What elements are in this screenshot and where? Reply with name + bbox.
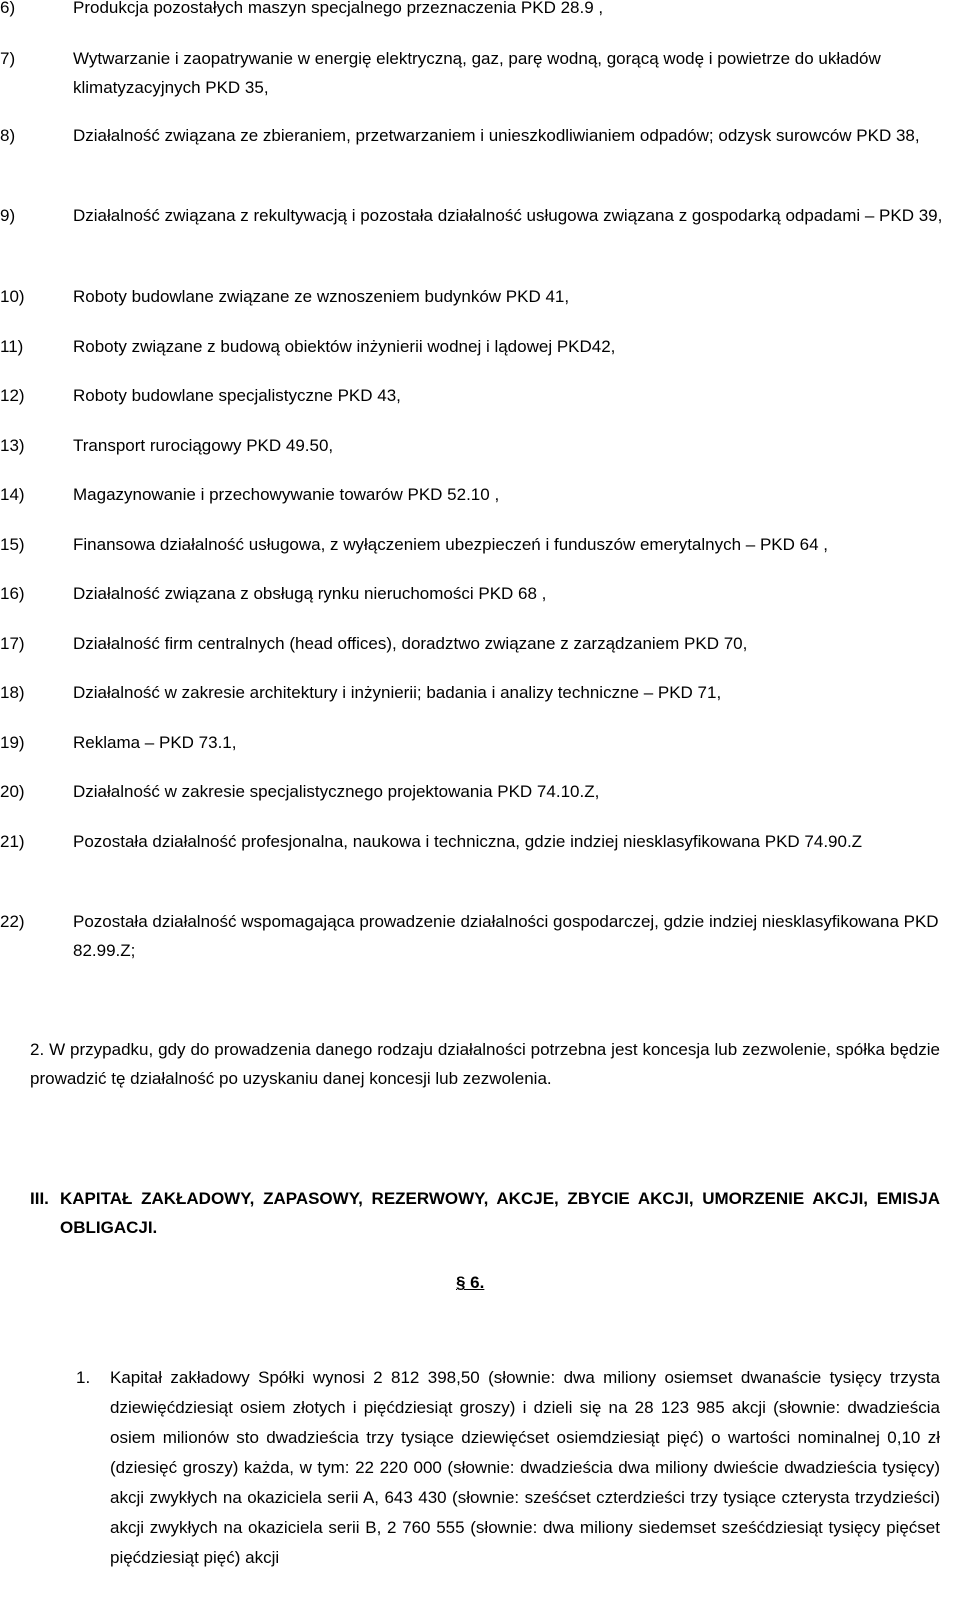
list-item-text: Finansowa działalność usługowa, z wyłączeniem ubezpieczeń i funduszów emerytalnych – PKD 64 , <box>73 535 828 554</box>
list-item-text: Roboty budowlane specjalistyczne PKD 43, <box>73 386 401 405</box>
list-item-text: Transport rurociągowy PKD 49.50, <box>73 436 334 455</box>
list-item-number: 12) <box>0 386 25 405</box>
list-item-text: Pozostała działalność profesjonalna, naukowa i techniczna, gdzie indziej niesklasyfikowana PKD 74.90.Z <box>73 832 863 851</box>
list-item-number: 17) <box>0 634 25 653</box>
list-item-text: Wytwarzanie i zaopatrywanie w energię elektryczną, gaz, parę wodną, gorącą wodę i powietrze do układów klimatyzacyjnych PKD 35, <box>73 49 881 97</box>
list-item-text: Pozostała działalność wspomagająca prowadzenie działalności gospodarczej, gdzie indziej niesklasyfikowana PKD 82.99.Z; <box>73 912 939 960</box>
list-item-number: 18) <box>0 683 25 702</box>
list-item-text: Działalność w zakresie specjalistycznego projektowania PKD 74.10.Z, <box>73 782 600 801</box>
list-item-number: 22) <box>0 912 25 931</box>
list-item-number: 16) <box>0 584 25 603</box>
list-item-text: Działalność w zakresie architektury i inżynierii; badania i analizy techniczne – PKD 71, <box>73 683 722 702</box>
list-item-number: 20) <box>0 782 25 801</box>
clause-text: Kapitał zakładowy Spółki wynosi 2 812 398,50 (słownie: dwa miliony osiemset dwanaście tysięcy trzysta dziewięćdziesiąt osiem złotych i pięćdziesiąt groszy) i dzieli się na 28 123 985 akcji (słownie: dwadzieścia osiem milionów sto dwadzieścia trzy tysiące dziewięćset osiemdziesiąt pięć) o wartości nominalnej 0,10 zł (dziesięć groszy) każda, w tym: 22 220 000 (słownie: dwadzieścia dwa miliony dwieście dwadzieścia tysięcy) akcji zwykłych na okaziciela serii A, 643 430 (słownie: sześćset czterdzieści trzy tysiące czterysta trzydzieści) akcji zwykłych na okaziciela serii B, 2 760 555 (słownie: dwa miliony siedemset sześćdziesiąt tysięcy pięćset pięćdziesiąt pięć) akcji <box>110 1368 940 1567</box>
list-item-text: Działalność związana ze zbieraniem, przetwarzaniem i unieszkodliwianiem odpadów; odzysk surowców PKD 38, <box>73 126 920 145</box>
list-item-number: 19) <box>0 733 25 752</box>
list-item-number: 9) <box>0 206 16 225</box>
list-item-text: Działalność związana z obsługą rynku nieruchomości PKD 68 , <box>73 584 547 603</box>
section-number: III. <box>30 1189 49 1208</box>
list-item-number: 13) <box>0 436 25 455</box>
list-item-text: Działalność związana z rekultywacją i pozostała działalność usługowa związana z gospodarką odpadami – PKD 39, <box>73 206 943 225</box>
list-item-text: Działalność firm centralnych (head offices), doradztwo związane z zarządzaniem PKD 70, <box>73 634 748 653</box>
paragraph-2 <box>30 1035 940 1093</box>
list-item-text: Magazynowanie i przechowywanie towarów PKD 52.10 , <box>73 485 500 504</box>
list-item-number: 21) <box>0 832 25 851</box>
section-title: KAPITAŁ ZAKŁADOWY, ZAPASOWY, REZERWOWY, AKCJE, ZBYCIE AKCJI, UMORZENIE AKCJI, EMISJA OBLIGACJI. <box>60 1189 940 1237</box>
paragraph-2-number: 2. <box>30 1040 45 1059</box>
paragraph-mark: § 6. <box>456 1273 485 1292</box>
list-item-number: 8) <box>0 126 16 145</box>
paragraph-2-text: W przypadku, gdy do prowadzenia danego rodzaju działalności potrzebna jest koncesja lub zezwolenie, spółka będzie prowadzić tę działalność po uzyskaniu danej koncesji lub zezwolenia. <box>30 1040 940 1088</box>
list-item-text: Roboty związane z budową obiektów inżynierii wodnej i lądowej PKD42, <box>73 337 616 356</box>
list-item-number: 10) <box>0 287 25 306</box>
list-item-number: 14) <box>0 485 25 504</box>
list-item-number: 15) <box>0 535 25 554</box>
clause-number: 1. <box>76 1368 91 1387</box>
list-item-text: Reklama – PKD 73.1, <box>73 733 237 752</box>
list-item-number: 11) <box>0 337 24 356</box>
list-item-number: 7) <box>0 49 16 68</box>
list-item-text: Roboty budowlane związane ze wznoszeniem budynków PKD 41, <box>73 287 570 306</box>
list-item-text: Produkcja pozostałych maszyn specjalnego przeznaczenia PKD 28.9 , <box>73 0 604 17</box>
list-item-number: 6) <box>0 0 16 17</box>
